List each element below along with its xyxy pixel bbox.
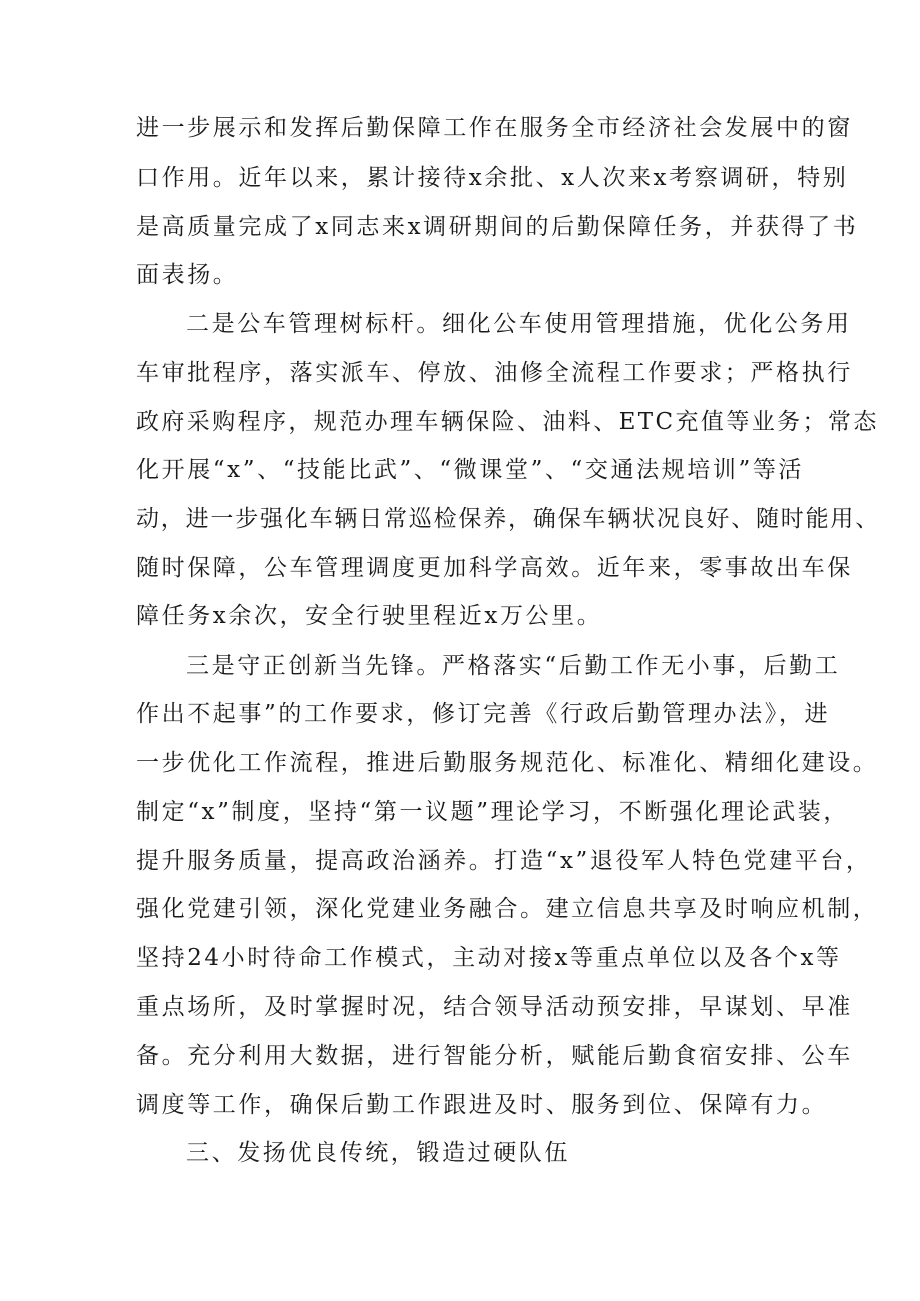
section-heading: 三、发扬优良传统，锻造过硬队伍 bbox=[186, 1140, 570, 1166]
paragraph-heading-line: 三是守正创新当先锋。严格落实“后勤工作无小事，后勤工 bbox=[186, 653, 841, 679]
text-line: 进一步展示和发挥后勤保障工作在服务全市经济社会发展中的窗 bbox=[136, 115, 853, 141]
text-line: 提升服务质量，提高政治涵养。打造“x”退役军人特色党建平台， bbox=[136, 848, 872, 874]
text-line: 坚持24小时待命工作模式，主动对接x等重点单位以及各个x等 bbox=[136, 945, 842, 971]
text-line: 是高质量完成了x同志来x调研期间的后勤保障任务，并获得了书 bbox=[136, 214, 859, 240]
text-line: 随时保障，公车管理调度更加科学高效。近年来，零事故出车保 bbox=[136, 555, 853, 581]
text-line: 强化党建引领，深化党建业务融合。建立信息共享及时响应机制， bbox=[136, 896, 879, 922]
text-line: 面表扬。 bbox=[136, 262, 239, 288]
text-line: 车审批程序，落实派车、停放、油修全流程工作要求；严格执行 bbox=[136, 360, 853, 386]
text-line: 调度等工作，确保后勤工作跟进及时、服务到位、保障有力。 bbox=[136, 1092, 828, 1118]
text-line: 重点场所，及时掌握时况，结合领导活动预安排，早谋划、早准 bbox=[136, 994, 853, 1020]
text-line: 一步优化工作流程，推进后勤服务规范化、标准化、精细化建设。 bbox=[136, 750, 879, 776]
text-line: 制定“x”制度，坚持“第一议题”理论学习，不断强化理论武装， bbox=[136, 799, 850, 825]
text-line: 口作用。近年以来，累计接待x余批、x人次来x考察调研，特别 bbox=[136, 165, 849, 191]
text-line: 化开展“x”、“技能比武”、“微课堂”、“交通法规培训”等活 bbox=[136, 457, 805, 483]
text-line: 政府采购程序，规范办理车辆保险、油料、ETC充值等业务；常态 bbox=[136, 409, 879, 435]
paragraph-heading-line: 二是公车管理树标杆。细化公车使用管理措施，优化公务用 bbox=[186, 311, 852, 337]
text-line: 备。充分利用大数据，进行智能分析，赋能后勤食宿安排、公车 bbox=[136, 1043, 853, 1069]
text-line: 障任务x余次，安全行驶里程近x万公里。 bbox=[136, 603, 603, 629]
text-line: 动，进一步强化车辆日常巡检保养，确保车辆状况良好、随时能用、 bbox=[136, 506, 880, 532]
text-line: 作出不起事”的工作要求，修订完善《行政后勤管理办法》，进 bbox=[136, 701, 831, 727]
